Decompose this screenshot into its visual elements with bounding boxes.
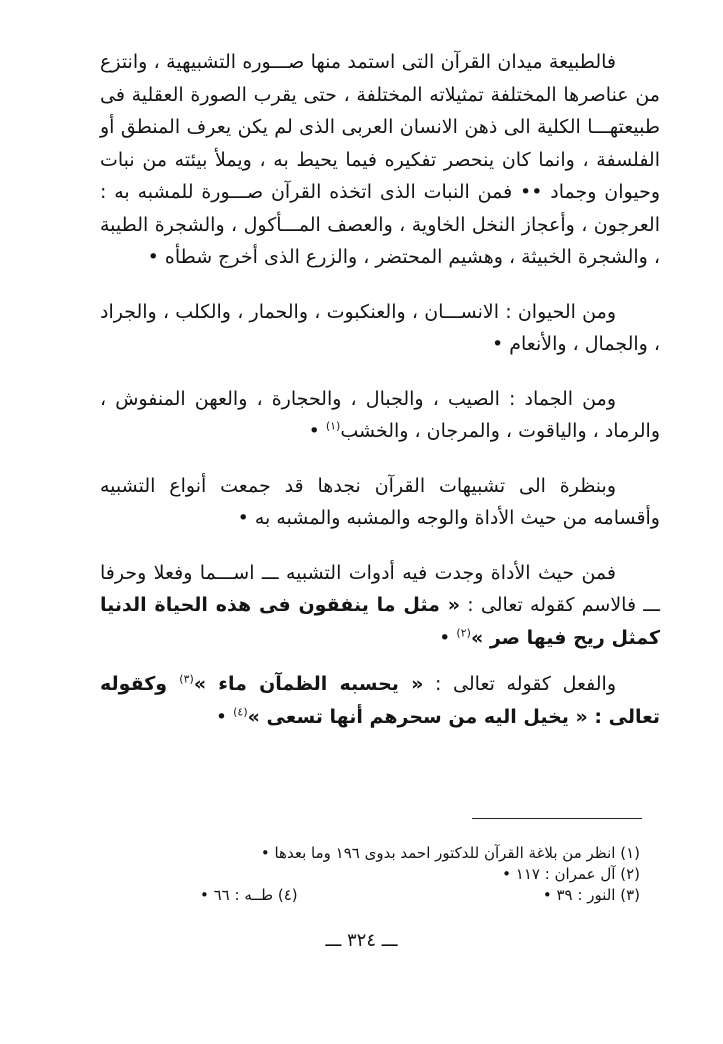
paragraph-survey: وبنظرة الى تشبيهات القرآن نجدها قد جمعت أنواع التشبيه وأقسامه من حيث الأداة والوجه والمشبه والمشبه به • — [100, 474, 660, 529]
footnote-2: (٢) آل عمران : ١١٧ • — [502, 865, 640, 883]
footnotes — [150, 843, 640, 906]
paragraph-nature: فالطبيعة ميدان القرآن التى استمد منها صـــوره التشبيهية ، وانتزع من عناصرها المختلفة تمثيلاته المختلفة ، حتى يقرب الصورة العقلية فى طبيعتهـــا الكلية الى ذهن الانسان العربى الذى لم يكن يعرف المنطق أو الفلسفة ، وانما كان ينحصر تفكيره فيما يحيط به ، ويملأ بيئته من نبات وحيوان وجماد •• فمن النبات الذى اتخذه القرآن صـــورة للمشبه به : العرجون ، وأعجاز النخل الخاوية ، والعصف المـــأكول ، والشجرة الطيبة ، والشجرة الخبيثة ، وهشيم المحتضر ، والزرع الذى أخرج شطأه • — [100, 51, 660, 268]
paragraph-inanimate-text: ومن الجماد : الصيب ، والجبال ، والحجارة ، والعهن المنفوش ، والرماد ، والياقوت ، والمرجان ، والخشب — [100, 387, 660, 442]
paragraph-verbs-text: والفعل كقوله تعالى : — [423, 673, 616, 695]
footnote-ref-1: (١) — [325, 419, 341, 433]
paragraph-tools-text: فمن حيث الأداة وجدت فيه أدوات التشبيه ـــ اســـما وفعلا وحرفا ـــ فالاسم كقوله تعالى : — [100, 561, 660, 616]
paragraph-end-mark: • — [215, 705, 234, 728]
paragraph-tools — [100, 557, 660, 655]
footnote-row — [200, 885, 640, 906]
footnote-1: (١) انظر من بلاغة القرآن للدكتور احمد بدوى ١٩٦ وما بعدها • — [260, 844, 640, 862]
footnote-divider — [472, 818, 642, 819]
footnote-ref-4: (٤) — [233, 705, 248, 719]
page-number: ـــ ٣٢٤ ـــ — [325, 930, 398, 951]
quran-quote-1: « مثل ما ينفقون فى هذه الحياة الدنيا كمثل ريح فيها صر » — [100, 594, 660, 649]
paragraph-end-mark: • — [308, 420, 326, 442]
quran-quote-3: « يخيل اليه من سحرهم أنها تسعى » — [247, 705, 588, 728]
quran-quote-2: « يحسبه الظمآن ماء » — [193, 673, 424, 695]
footnote-3: (٣) النور : ٣٩ • — [542, 886, 640, 904]
main-text — [100, 46, 660, 733]
footnote-4: (٤) طــه : ٦٦ • — [200, 886, 298, 904]
footnote-ref-2: (٢) — [456, 626, 471, 640]
paragraph-end-mark: • — [439, 626, 457, 649]
quran-intro-text: وكقوله تعالى : — [100, 673, 660, 728]
paragraph-verbs — [100, 668, 660, 733]
footnote-ref-3: (٣) — [179, 672, 194, 686]
paragraph-animals: ومن الحيوان : الانســـان ، والعنكبوت ، والحمار ، والكلب ، والجراد ، والجمال ، والأنعام • — [100, 300, 660, 355]
paragraph-inanimate — [100, 383, 660, 448]
